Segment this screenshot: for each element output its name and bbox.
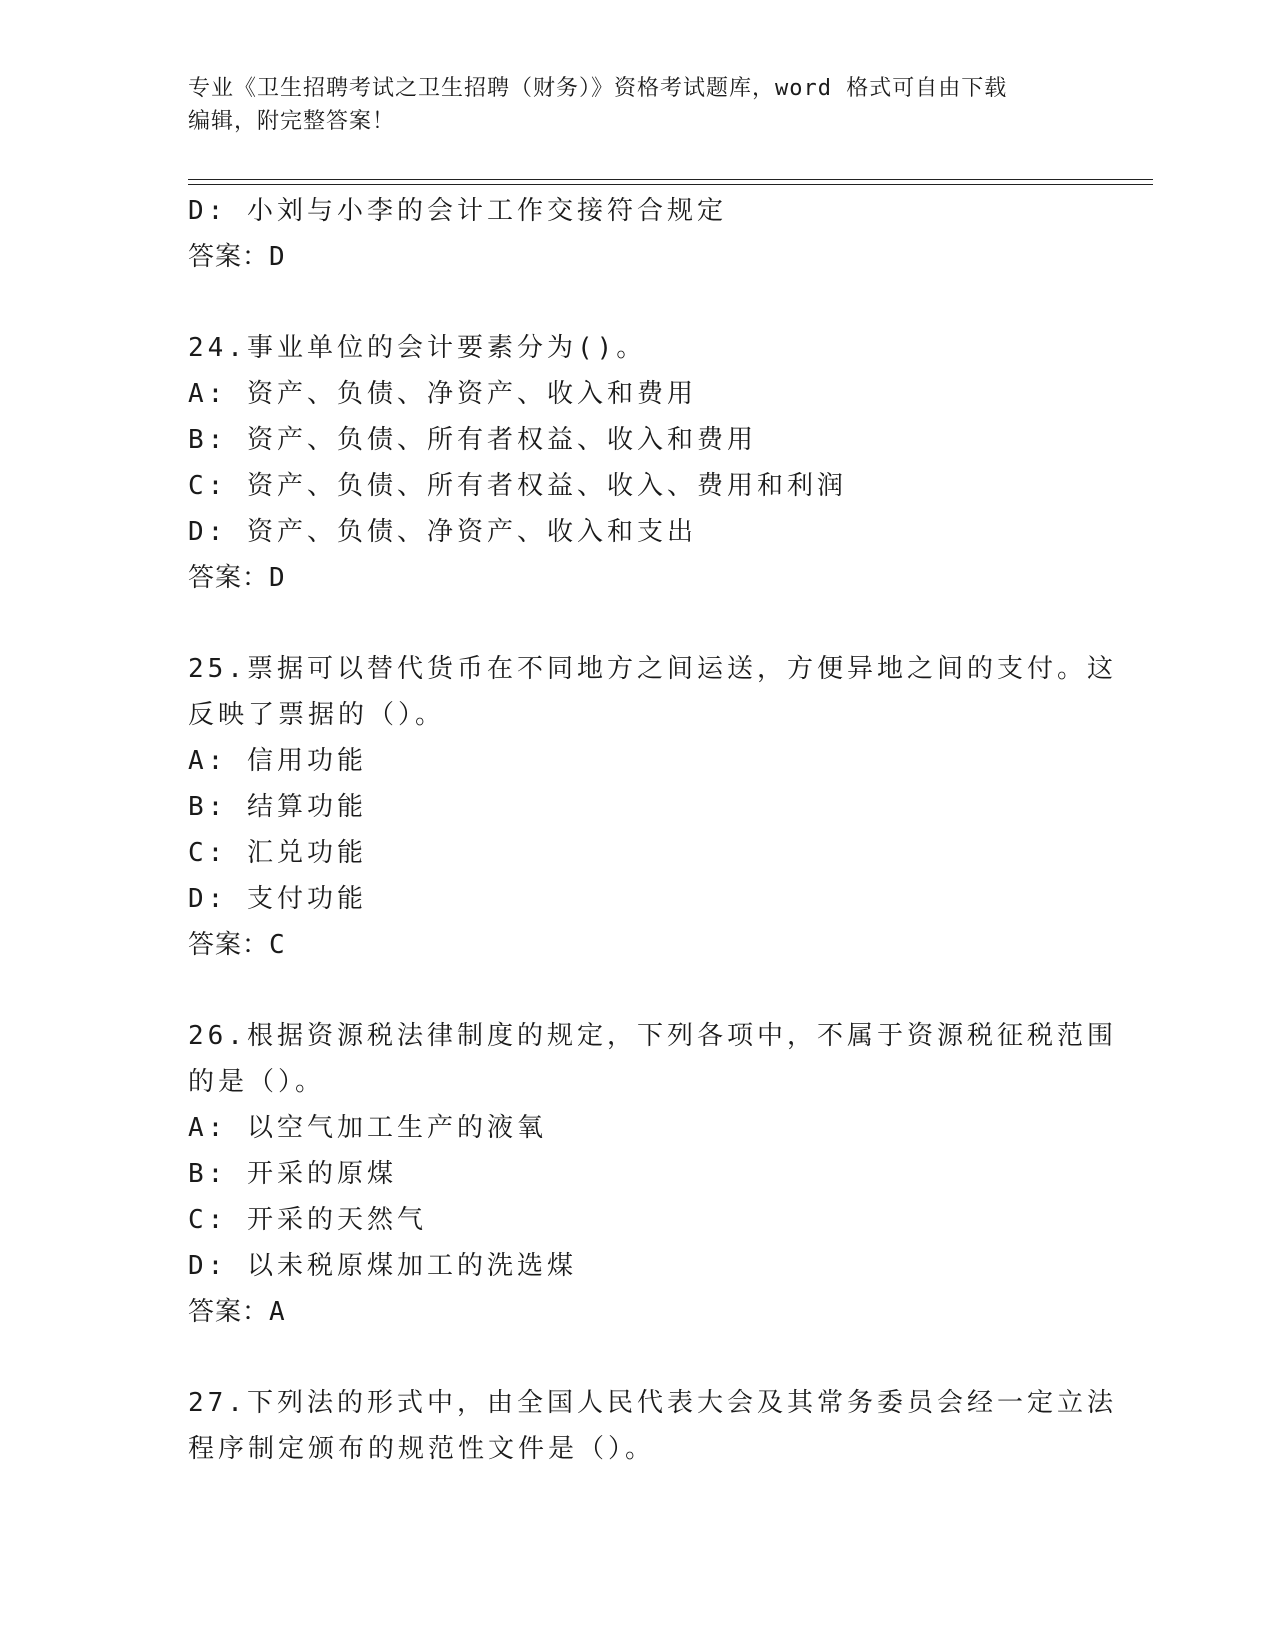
q24-option-c: C: 资产、负债、所有者权益、收入、费用和利润 bbox=[188, 471, 847, 501]
question-23-tail bbox=[188, 188, 1088, 280]
q23-answer bbox=[188, 234, 1088, 280]
q23-answer-label: 答案： bbox=[188, 242, 270, 272]
header-divider-top bbox=[188, 179, 1153, 180]
q26-option-b: B: 开采的原煤 bbox=[188, 1159, 397, 1189]
q24-answer-value: D bbox=[269, 563, 286, 593]
question-24 bbox=[188, 325, 1088, 601]
question-26 bbox=[188, 1013, 1117, 1335]
q24-stem: 24.事业单位的会计要素分为()。 bbox=[188, 333, 647, 363]
q25-answer-value: C bbox=[269, 930, 286, 960]
q26-answer bbox=[188, 1289, 1088, 1335]
q25-stem-line-1: 25.票据可以替代货币在不同地方之间运送，方便异地之间的支付。这 bbox=[188, 654, 1117, 684]
q24-option-a: A: 资产、负债、净资产、收入和费用 bbox=[188, 379, 697, 409]
q24-answer bbox=[188, 555, 1088, 601]
q25-answer-label: 答案： bbox=[188, 930, 270, 960]
q25-option-a: A: 信用功能 bbox=[188, 746, 367, 776]
document-header bbox=[188, 72, 1068, 138]
q24-option-d: D: 资产、负债、净资产、收入和支出 bbox=[188, 517, 697, 547]
question-list bbox=[188, 188, 1117, 1472]
q26-answer-value: A bbox=[269, 1297, 286, 1327]
q26-stem-line-2: 的是（）。 bbox=[188, 1067, 326, 1097]
q25-option-b: B: 结算功能 bbox=[188, 792, 367, 822]
header-divider-bottom bbox=[188, 184, 1153, 185]
q24-option-b: B: 资产、负债、所有者权益、收入和费用 bbox=[188, 425, 757, 455]
header-line-2: 编辑，附完整答案！ bbox=[188, 109, 396, 134]
q27-stem-line-1: 27.下列法的形式中，由全国人民代表大会及其常务委员会经一定立法 bbox=[188, 1388, 1117, 1418]
header-line-1: 专业《卫生招聘考试之卫生招聘（财务）》资格考试题库，word 格式可自由下载 bbox=[188, 76, 1008, 101]
question-25 bbox=[188, 646, 1117, 968]
q24-answer-label: 答案： bbox=[188, 563, 270, 593]
q26-stem-line-1: 26.根据资源税法律制度的规定，下列各项中，不属于资源税征税范围 bbox=[188, 1021, 1117, 1051]
q25-option-c: C: 汇兑功能 bbox=[188, 838, 367, 868]
q25-option-d: D: 支付功能 bbox=[188, 884, 367, 914]
q25-stem-line-2: 反映了票据的（）。 bbox=[188, 700, 446, 730]
q25-answer bbox=[188, 922, 1088, 968]
spacer bbox=[188, 1335, 1088, 1380]
q26-option-c: C: 开采的天然气 bbox=[188, 1205, 427, 1235]
spacer bbox=[188, 968, 1088, 1013]
q27-stem-line-2: 程序制定颁布的规范性文件是（）。 bbox=[188, 1434, 656, 1464]
spacer bbox=[188, 280, 1088, 325]
q26-answer-label: 答案： bbox=[188, 1297, 270, 1327]
q26-option-d: D: 以未税原煤加工的洗选煤 bbox=[188, 1251, 577, 1281]
question-27 bbox=[188, 1380, 1117, 1472]
q23-answer-value: D bbox=[269, 242, 286, 272]
q26-option-a: A: 以空气加工生产的液氧 bbox=[188, 1113, 547, 1143]
q23-option-d: D: 小刘与小李的会计工作交接符合规定 bbox=[188, 196, 727, 226]
spacer bbox=[188, 601, 1088, 646]
